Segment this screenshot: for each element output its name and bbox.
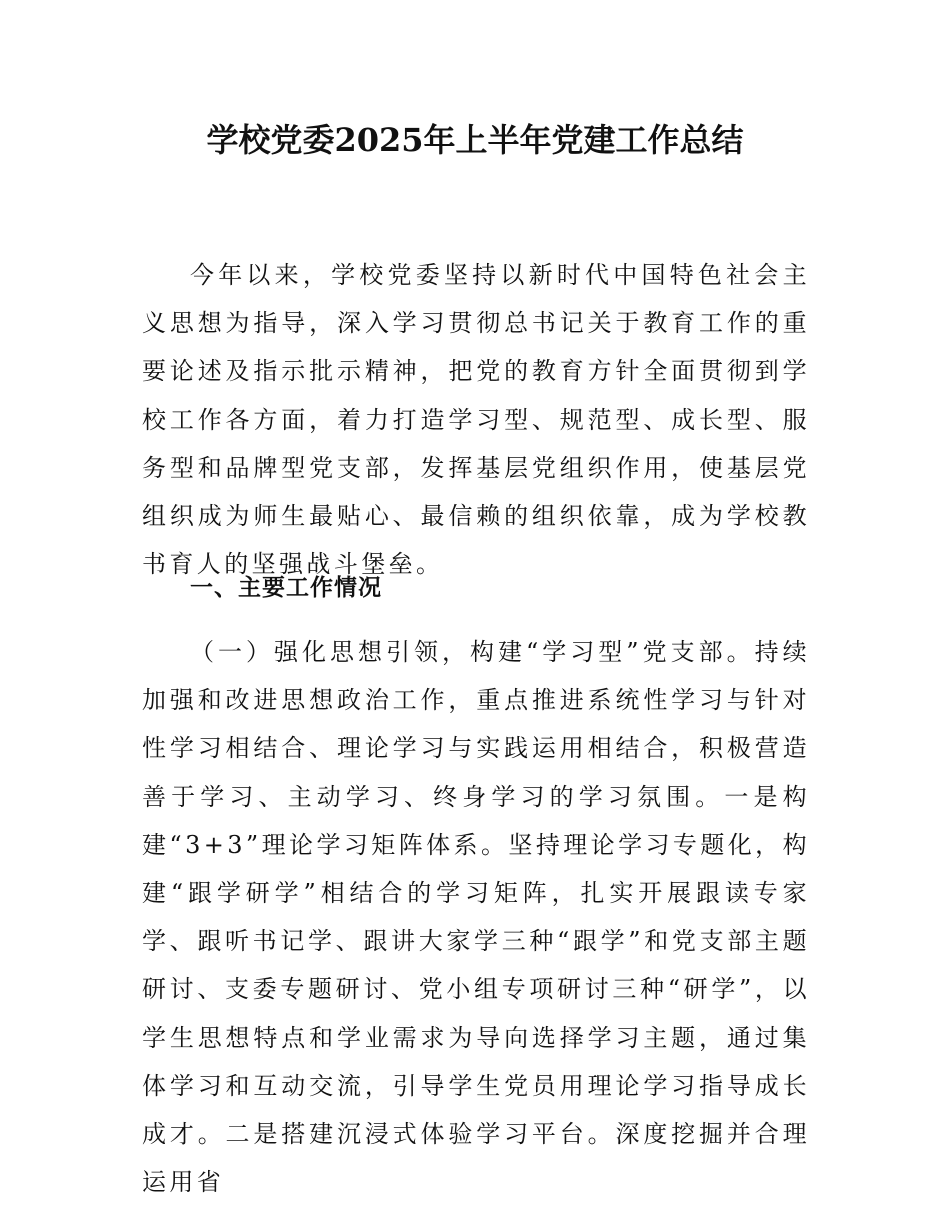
section-paragraph: （一）强化思想引领，构建“学习型”党支部。持续加强和改进思想政治工作，重点推进系统性学习与针对性学习相结合、理论学习与实践运用相结合，积极营造善于学习、主动学习、终身学习的学习氛围。一是构建“3+3”理论学习矩阵体系。坚持理论学习专题化，构建“跟学研学”相结合的学习矩阵，扎实开展跟读专家学、跟听书记学、跟讲大家学三种“跟学”和党支部主题研讨、支委专题研讨、党小组专项研讨三种“研学”，以学生思想特点和学业需求为导向选择学习主题，通过集体学习和互动交流，引导学生党员用理论学习指导成长成才。二是搭建沉浸式体验学习平台。深度挖掘并合理运用省 bbox=[142, 638, 810, 1197]
section-heading: 一、主要工作情况 bbox=[190, 575, 382, 601]
document-title: 学校党委2025年上半年党建工作总结 bbox=[206, 121, 744, 159]
intro-paragraph: 今年以来，学校党委坚持以新时代中国特色社会主义思想为指导，深入学习贯彻总书记关于教育工作的重要论述及指示批示精神，把党的教育方针全面贯彻到学校工作各方面，着力打造学习型、规范型、成长型、服务型和品牌型党支部，发挥基层党组织作用，使基层党组织成为师生最贴心、最信赖的组织依靠，成为学校教书育人的坚强战斗堡垒。 bbox=[142, 261, 810, 579]
